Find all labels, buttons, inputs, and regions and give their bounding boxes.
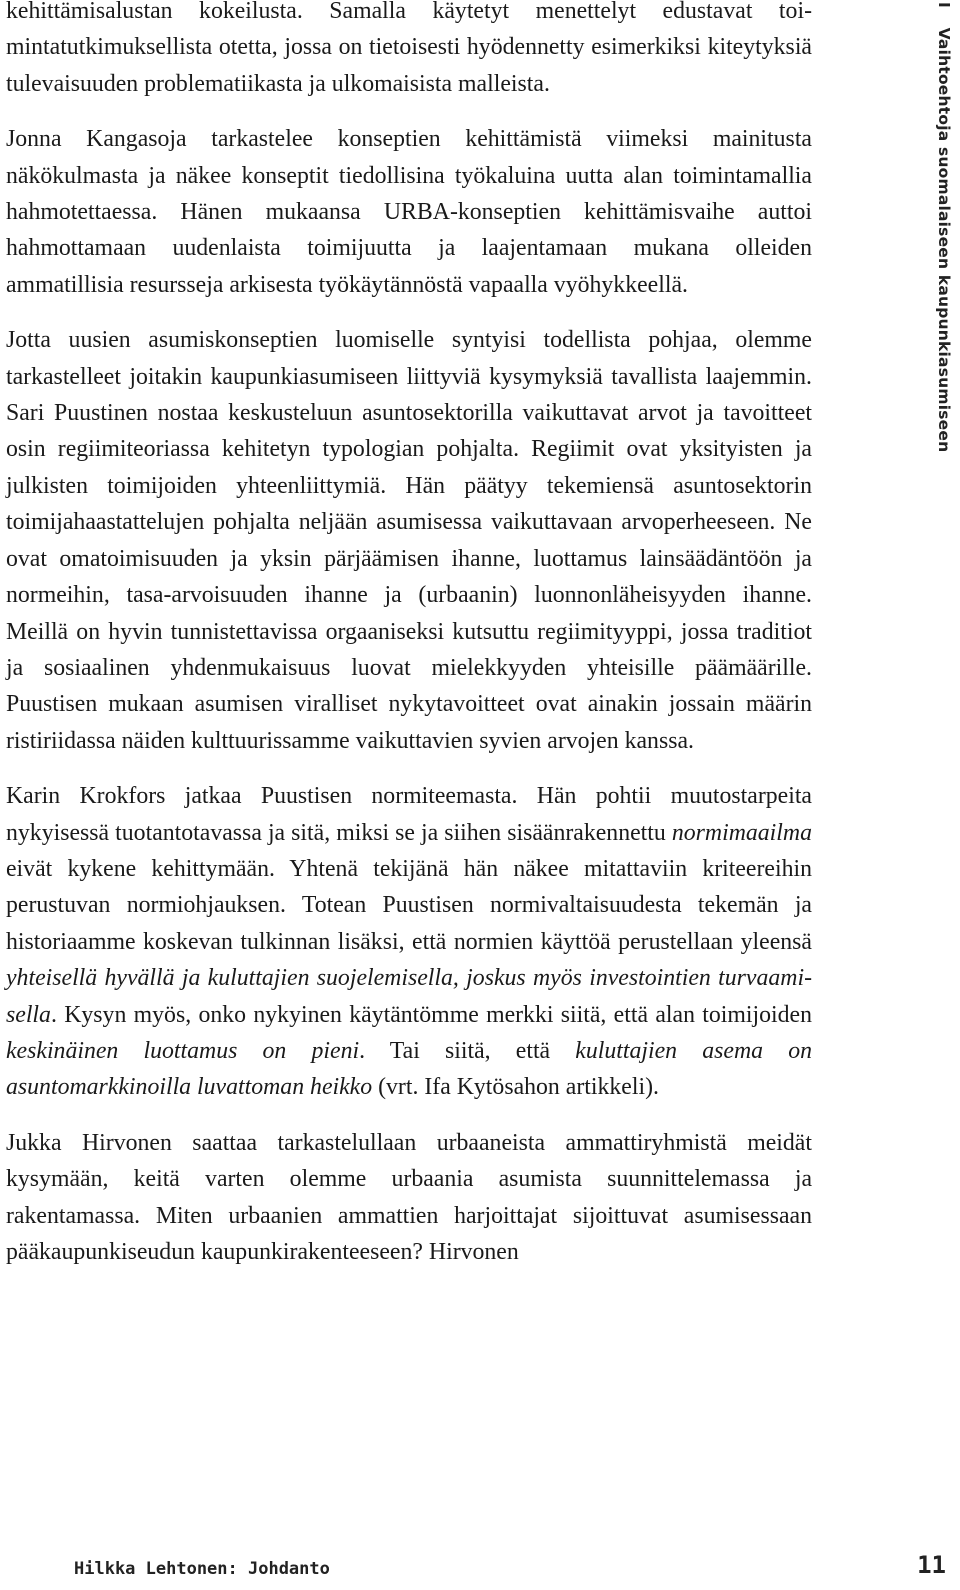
running-section-title — [929, 2, 953, 902]
text-run: . Tai siitä, että — [359, 1037, 576, 1064]
text-run: . Kysyn myös, onko nykyinen käytäntömme merkki siitä, että alan toimijoiden — [50, 1001, 812, 1028]
italic-text-run: normimaailma — [671, 819, 812, 846]
paragraph — [6, 322, 812, 759]
paragraph — [6, 778, 812, 1106]
italic-text-run: kuluttajien asema on asuntomarkkinoilla luvattoman heikko — [6, 1037, 812, 1101]
italic-text-run: yhteisellä hyvällä ja kuluttajien suojelemisella, joskus myös investointien turvaamisella — [6, 965, 812, 1028]
paragraph — [6, 0, 812, 102]
body-text — [6, 0, 812, 1289]
section-title: Vaihtoehtoja suomalaiseen kaupunkiasumiseen — [935, 27, 953, 453]
text-run: eivät kykene kehittymään. Yhtenä tekijänä hän näkee mitattaviin kriteereihin perustuvan normiohjauksen. Totean Puustisen normivaltaisuudesta tekemän ja historiaamme koskevan tulkinnan lisäksi, että normien käyttöä perustellaan yleensä — [6, 855, 812, 955]
text-run: kehittämisalustan kokeilusta. Samalla käytetyt menettelyt edustavat toimintatutkimuksellista otetta, jossa on tietoisesti hyödennetty esimerkiksi kiteytyksiä tulevaisuuden problematiikasta ja ulkomaisista malleista. — [6, 0, 812, 97]
text-run: (vrt. Ifa Kytösahon artikkeli). — [372, 1074, 659, 1101]
page-number: 11 — [917, 1551, 946, 1579]
section-number: I — [935, 2, 953, 8]
text-run: Jotta uusien asumiskonseptien luomiselle syntyisi todellista pohjaa, olemme tarkastelleet joitakin kaupunkiasumiseen liittyviä kysymyksiä tavallista laajemmin. Sari Puustinen nostaa keskusteluun asuntosektorilla vaikuttavat arvot ja tavoitteet osin regiimiteoriassa kehitetyn typologian pohjalta. Regiimit ovat yksityisten ja julkisten toimijoiden yhteenliittymiä. Hän päätyy tekemiensä asuntosektorin toimijahaastattelujen pohjalta neljään asumisessa vaikuttavaan arvoperheeseen. Ne ovat omatoimisuuden ja yksin pärjäämisen ihanne, luottamus lainsäädäntöön ja normeihin, tasa-arvoisuuden ihanne ja (urbaanin) luonnonläheisyyden ihanne. Meillä on hyvin tunnistettavissa orgaaniseksi kutsuttu regiimityyppi, jossa traditiot ja sosiaalinen yhdenmukaisuus luovat mielekkyyden yhteisille päämäärille. Puustisen mukaan asumisen viralliset nykytavoitteet ovat ainakin jossain määrin ristiriidassa näiden kulttuurissamme vaikuttavien syvien arvojen kanssa. — [6, 327, 812, 754]
paragraph — [6, 121, 812, 303]
paragraph — [6, 1125, 812, 1271]
text-run: Jukka Hirvonen saattaa tarkastelullaan urbaaneista ammattiryhmistä meidät kysymään, keitä varten olemme urbaania asumista suunnittelemassa ja rakentamassa. Miten urbaanien ammattien harjoittajat sijoittuvat asumisessaan pääkaupunkiseudun kaupunkirakenteeseen? Hirvonen — [6, 1129, 812, 1265]
text-run: Jonna Kangasoja tarkastelee konseptien kehittämistä viimeksi mainitusta näkökulmasta ja näkee konseptit tiedollisina työkaluina uutta alan toimintamallia hahmotettaessa. Hänen mukaansa URBA-konseptien kehittämisvaihe auttoi hahmottamaan uudenlaista toimijuutta ja laajentamaan mukana olleiden ammatillisia resursseja arkisesta työkäytännöstä vapaalla vyöhykkeellä. — [6, 126, 812, 298]
text-run: Karin Krokfors jatkaa Puustisen normiteemasta. Hän pohtii muutostarpeita nykyisessä tuotantotavassa ja sitä, miksi se ja siihen sisäänrakennettu — [6, 783, 812, 846]
italic-text-run: keskinäinen luottamus on pieni — [6, 1037, 360, 1064]
footer-author-title: Hilkka Lehtonen: Johdanto — [74, 1559, 330, 1579]
